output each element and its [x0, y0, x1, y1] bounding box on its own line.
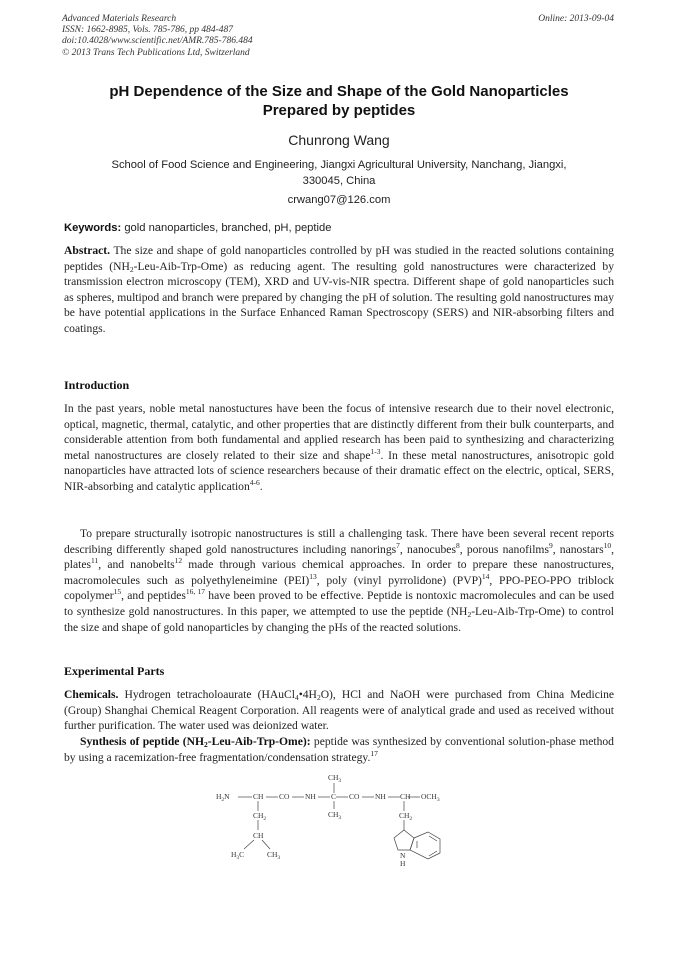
issn: ISSN: 1662-8985, Vols. 785-786, pp 484-487: [62, 25, 233, 36]
struct-ch-left: CH: [253, 831, 264, 840]
chemicals-paragraph: [64, 687, 614, 734]
affiliation-line-1: School of Food Science and Engineering, Jiangxi Agricultural University, Nanchang, Jiangxi,: [111, 159, 567, 171]
keywords-label: Keywords:: [64, 222, 122, 234]
journal-name: Advanced Materials Research: [62, 14, 177, 24]
chemicals-text: Hydrogen tetracholoaurate $(HAuCl_4•4H_2O)$, HCl and NaOH were purchased from China Medicine (Group) Shanghai Chemical Reagent Corporation. All reagents were of analytical grade and used as received without further purification. The water used was deionized water.: [64, 688, 615, 733]
struct-co-1: CO: [279, 792, 290, 801]
experimental-heading: Experimental Parts: [64, 664, 165, 678]
intro-heading: Introduction: [64, 378, 130, 392]
author-name: Chunrong Wang: [288, 132, 390, 148]
struct-ch2-right: $CH_2$: [399, 811, 413, 822]
struct-n: N: [400, 851, 406, 860]
struct-ch3-top: $CH_3$: [328, 773, 342, 784]
struct-ch3-right: $CH_3$: [267, 850, 281, 861]
synthesis-paragraph: [64, 734, 614, 765]
struct-c: C: [331, 792, 337, 801]
abstract: [64, 243, 614, 337]
intro-paragraph-1: In the past years, noble metal nanostuctures have been the focus of intensive research due to their novel electronic, optical, magnetic, thermal, catalytic, and other properties that are distinctly different from their bulk counterparts, and considerable attention from both fundamental and applied research has been paid to synthesizing and characterizing metal nanostructures are closely related to their size and shape$^{1-3}$. In these metal nanostructures, anisotropic gold nanoparticles have attracted lots of science researchers because of their dramatic effect on the electric, optical, SERS, NIR-absorbing and catalytic application$^{4-6}$.: [64, 402, 614, 493]
struct-och3: $OCH_3$: [421, 792, 440, 803]
abstract-text: The size and shape of gold nanoparticles controlled by pH was studied in the reacted solutions containing peptides $(NH_2-Leu-Aib-Trp-Ome)$ as reducing agent. The resulting gold nanostructures were characterized by transmission electron microscopy (TEM), XRD and UV-vis-NIR spectra. Different shape of gold nanoparticles such as spheres, multipod and branch were prepared by changing the pH of solution. The resulting gold nanostructures may be have potential applications in the Surface Enhanced Raman Spectroscopy (SERS) and NIR-absorbing filters and coatings.: [64, 244, 614, 335]
struct-h: H: [400, 859, 406, 868]
keywords-text: gold nanoparticles, branched, pH, peptide: [124, 222, 332, 234]
keywords: [64, 222, 331, 234]
struct-nh-1: NH: [305, 792, 316, 801]
affiliation-line-2: 330045, China: [302, 175, 376, 187]
synthesis-text: peptide was synthesized by conventional solution-phase method by using a racemization-free fragmentation/condensation strategy.$^{17}$: [64, 735, 614, 764]
title-line-1: pH Dependence of the Size and Shape of the Gold Nanoparticles: [109, 83, 569, 100]
title-line-2: Prepared by peptides: [262, 101, 416, 119]
doi[interactable]: doi:10.4028/www.scientific.net/AMR.785-786.484: [62, 36, 253, 47]
author-email[interactable]: crwang07@126.com: [287, 194, 391, 206]
struct-co-2: CO: [349, 792, 360, 801]
intro-paragraph-2: To prepare structurally isotropic nanostructures is still a challenging task. There have been several recent reports describing differently shaped gold nanostructures including nanorings$^7$, nanocubes$^8$, porous nanofilms$^9$, nanostars$^{10}$, plates$^{11}$, and nanobelts$^{12}$ made through various chemical approaches. In order to prepare these nanostructures, macromolecules such as polyethyleneimine (PEI)$^{13}$, poly (vinyl pyrrolidone) (PVP)$^{14}$, PPO-PEO-PPO triblock copolymer$^{15}$, and peptides$^{16, 17}$ have been proved to be effective. Peptide is nontoxic macromolecules and can be used to synthesize gold nanostructures. In this paper, we attempted to use the peptide $(NH_2-Leu-Aib-Trp-Ome)$ to control the size and shape of gold nanoparticles by changing the pHs of the reacted solutions.: [64, 527, 615, 634]
online-date: Online: 2013-09-04: [538, 14, 614, 24]
abstract-label: Abstract.: [64, 244, 111, 257]
struct-ch-2: CH: [400, 792, 411, 801]
struct-ch3-bottom: $CH_3$: [328, 810, 342, 821]
struct-h2n: $H_2N$: [216, 792, 230, 803]
synthesis-label: Synthesis of peptide $(NH_2-Leu-Aib-Trp-Ome)$:: [80, 735, 311, 749]
struct-ch-1: CH: [253, 792, 264, 801]
journal-header: [62, 14, 253, 59]
peptide-structure-diagram: [210, 770, 480, 882]
chemicals-label: Chemicals.: [64, 688, 119, 701]
struct-nh-2: NH: [375, 792, 386, 801]
affiliation: [78, 157, 600, 189]
copyright: © 2013 Trans Tech Publications Ltd, Switzerland: [62, 47, 250, 58]
struct-h3c: $H_3C$: [231, 850, 245, 861]
struct-ch2-left: $CH_2$: [253, 811, 267, 822]
paper-title: [60, 83, 618, 120]
